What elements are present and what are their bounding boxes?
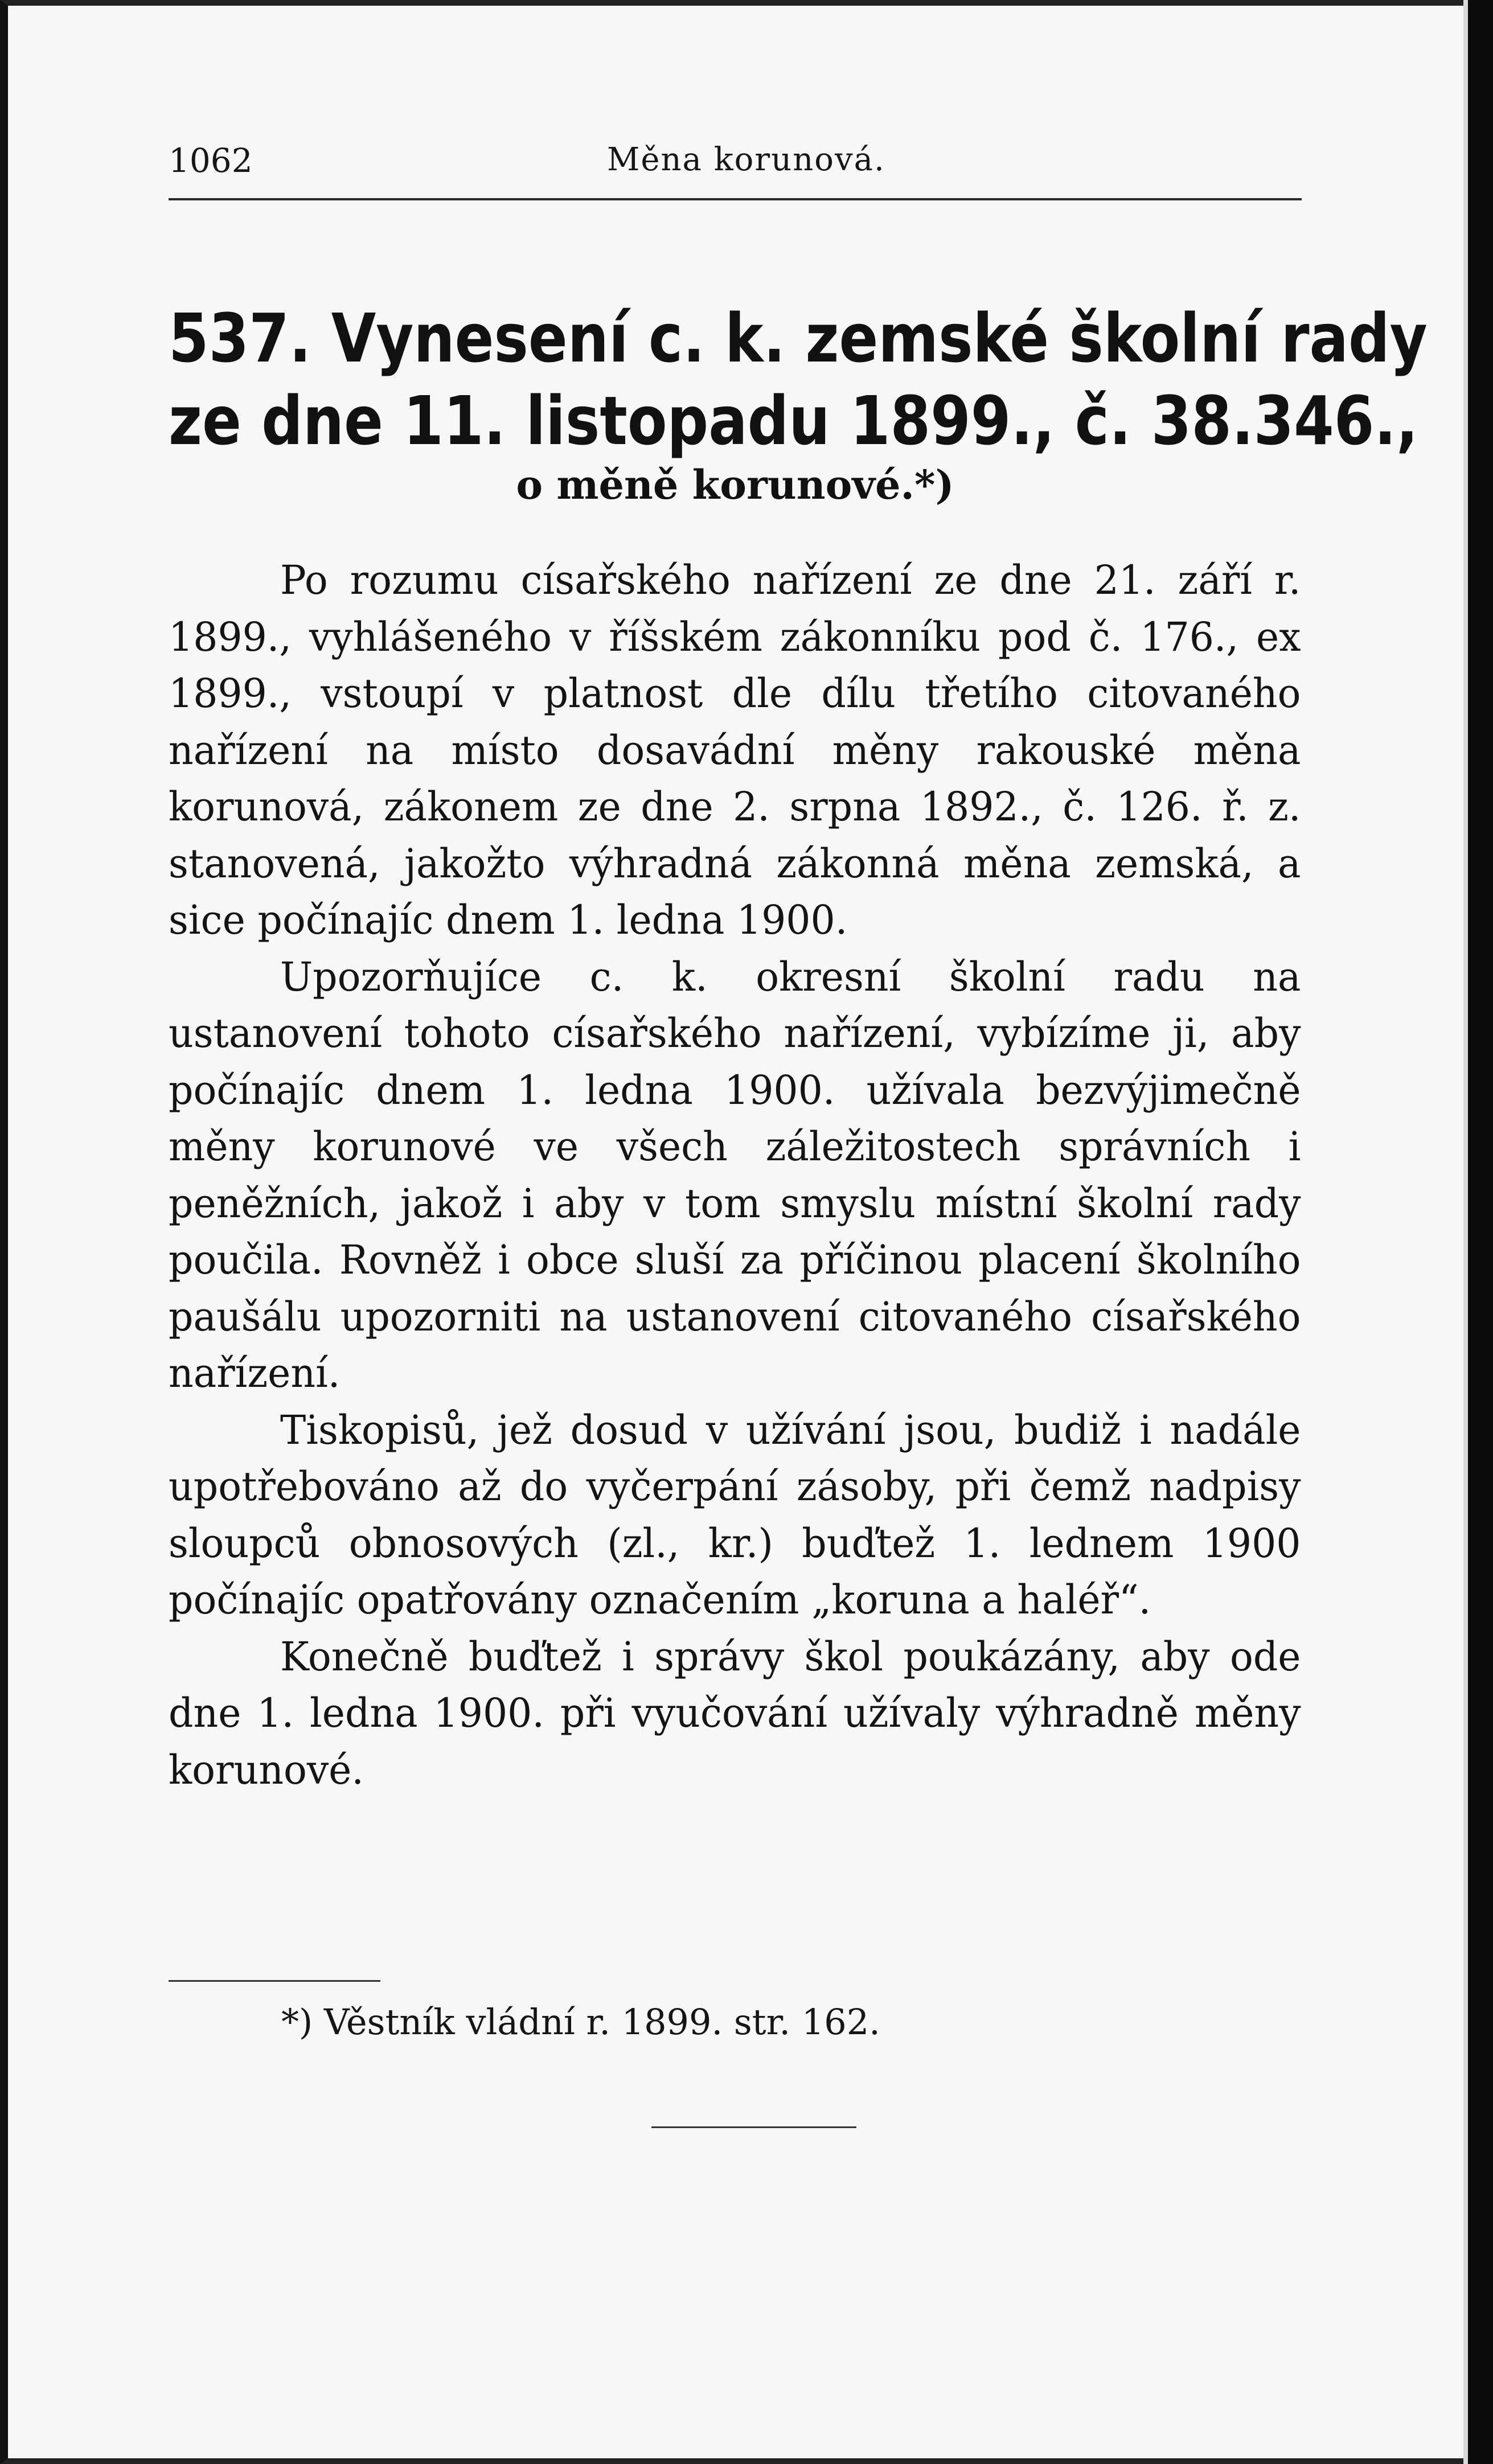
page-edge-right bbox=[1468, 0, 1493, 2464]
page-edge-inner bbox=[1463, 0, 1468, 2464]
paragraph-3: Tiskopisů, jež dosud v užívání jsou, budiž i nadále upotřebováno až do vyčerpání zásoby, při čemž nadpisy sloupců obnosových (zl., kr.) buďtež 1. lednem 1900 počínajíc opatřovány označením „koruna a haléř“. bbox=[169, 1406, 1301, 1623]
paragraph-4: Konečně buďtež i správy škol poukázány, aby ode dne 1. ledna 1900. při vyučování užívaly výhradně měny korunové. bbox=[169, 1633, 1301, 1793]
body-text bbox=[169, 552, 1301, 1798]
document-title bbox=[169, 297, 1428, 462]
footnote: *) Věstník vládní r. 1899. str. 162. bbox=[281, 2001, 880, 2043]
footnote-rule bbox=[169, 1980, 380, 1982]
running-title: Měna korunová. bbox=[607, 141, 885, 178]
page-header bbox=[169, 141, 1302, 181]
bottom-rule bbox=[651, 2126, 856, 2128]
title-line-2: ze dne 11. listopadu 1899., č. 38.346., bbox=[169, 381, 1418, 460]
paragraph-2: Upozorňujíce c. k. okresní školní radu na ustanovení tohoto císařského nařízení, vybízíme ji, aby počínajíc dnem 1. ledna 1900. užívala bezvýjimečně měny korunové ve všech záležitostech správních i peněžních, jakož i aby v tom smyslu místní školní rady poučila. Rovněž i obce sluší za příčinou placení školního paušálu upozorniti na ustanovení citovaného císařského nařízení. bbox=[169, 953, 1301, 1397]
paragraph-1: Po rozumu císařského nařízení ze dne 21. září r. 1899., vyhlášeného v říšském zákonníku pod č. 176., ex 1899., vstoupí v platnost dle dílu třetího citovaného nařízení na místo dosavádní měny rakouské měna korunová, zákonem ze dne 2. srpna 1892., č. 126. ř. z. stanovená, jakožto výhradná zákonná měna zemská, a sice počínajíc dnem 1. ledna 1900. bbox=[169, 557, 1301, 943]
page-number: 1062 bbox=[169, 141, 253, 180]
header-rule bbox=[169, 198, 1302, 200]
title-line-1: 537. Vynesení c. k. zemské školní rady bbox=[169, 299, 1428, 377]
document-subtitle: o měně korunové.*) bbox=[516, 461, 954, 508]
